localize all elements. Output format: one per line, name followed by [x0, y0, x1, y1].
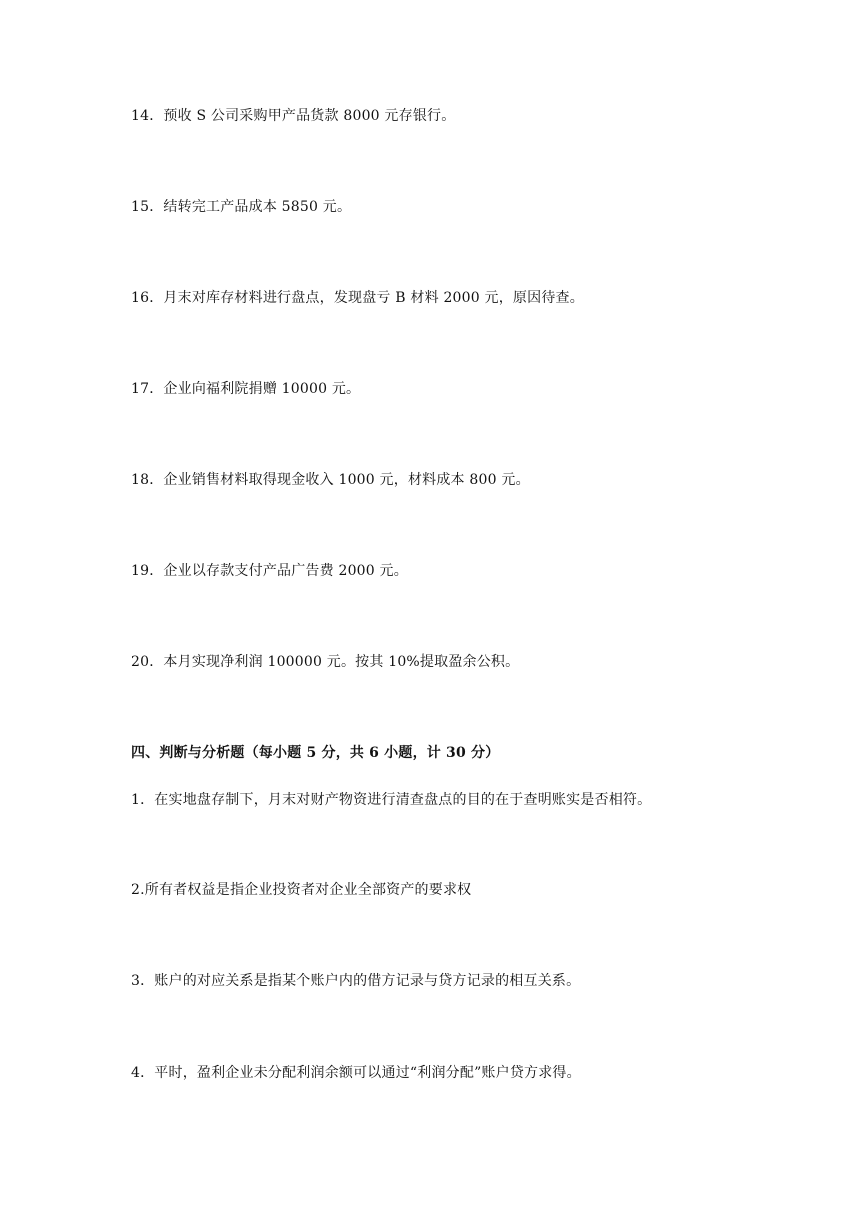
judgement-item-1: 1．在实地盘存制下，月末对财产物资进行清查盘点的目的在于查明账实是否相符。: [131, 792, 652, 808]
question-20: 20．本月实现净利润 100000 元。按其 10%提取盈余公积。: [131, 654, 520, 670]
question-19: 19．企业以存款支付产品广告费 2000 元。: [131, 563, 408, 579]
question-14: 14．预收 S 公司采购甲产品货款 8000 元存银行。: [131, 108, 456, 124]
question-17: 17．企业向福利院捐赠 10000 元。: [131, 381, 361, 397]
judgement-item-2: 2.所有者权益是指企业投资者对企业全部资产的要求权: [131, 882, 472, 898]
judgement-item-3: 3．账户的对应关系是指某个账户内的借方记录与贷方记录的相互关系。: [131, 973, 581, 989]
question-15: 15．结转完工产品成本 5850 元。: [131, 199, 352, 215]
question-18: 18．企业销售材料取得现金收入 1000 元，材料成本 800 元。: [131, 472, 530, 488]
question-16: 16．月末对库存材料进行盘点，发现盘亏 B 材料 2000 元，原因待查。: [131, 290, 584, 306]
judgement-item-4: 4．平时，盈利企业未分配利润余额可以通过“利润分配”账户贷方求得。: [131, 1065, 581, 1081]
section-4-heading: 四、判断与分析题（每小题 5 分，共 6 小题，计 30 分）: [131, 745, 500, 761]
